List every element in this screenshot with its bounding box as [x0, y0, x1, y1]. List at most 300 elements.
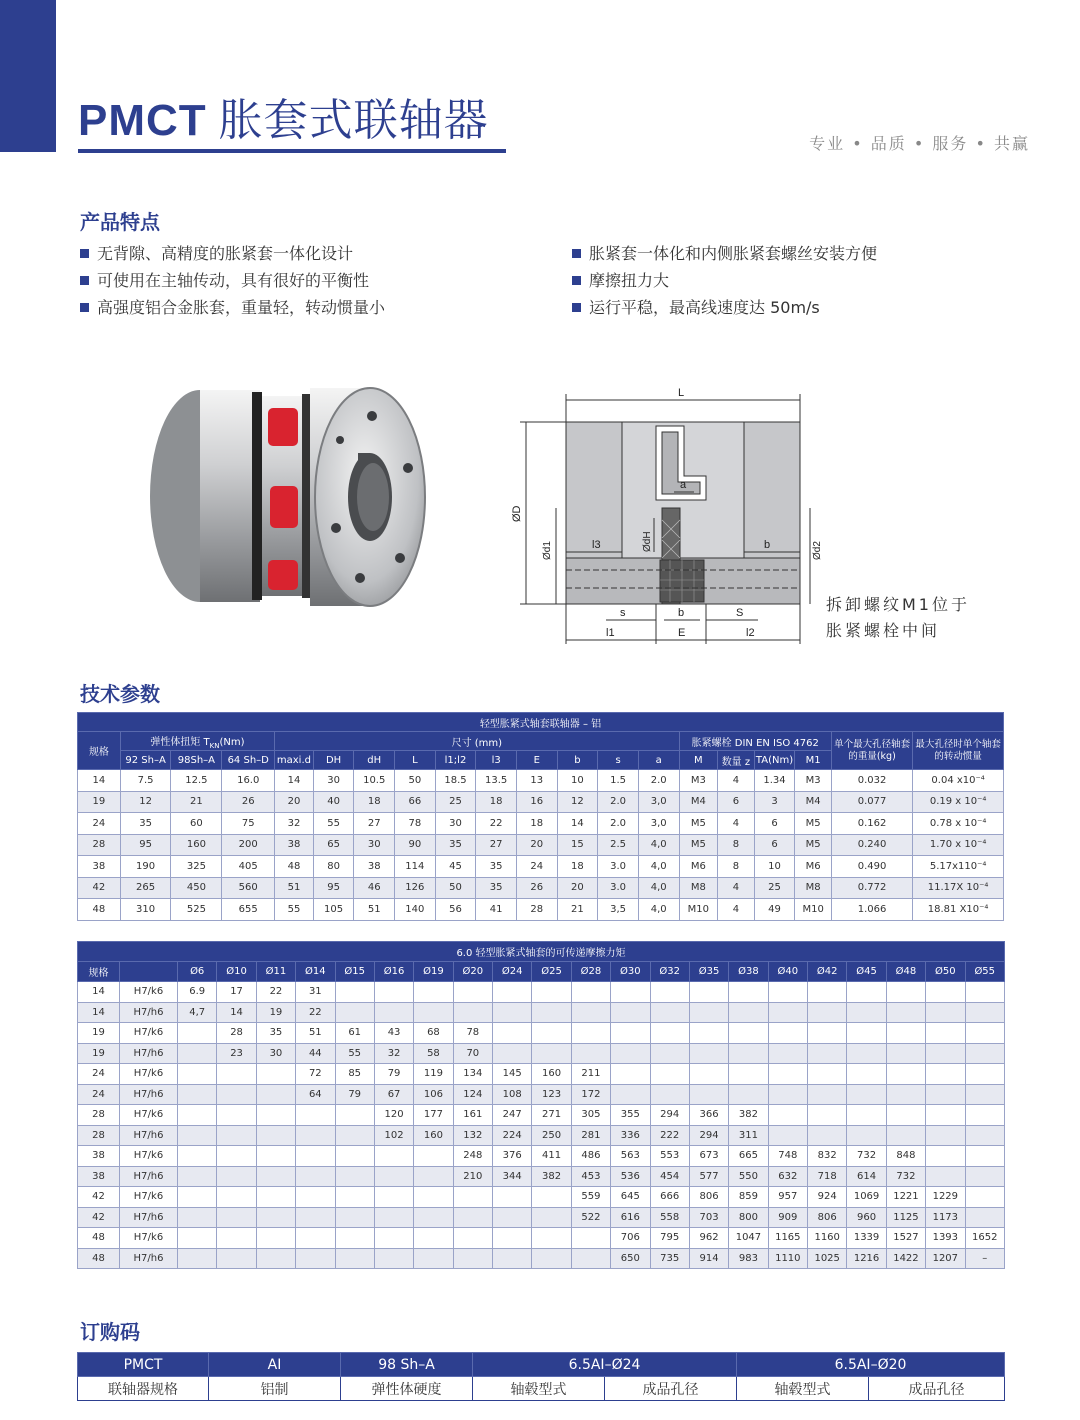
- table-cell: 558: [650, 1207, 689, 1228]
- dim-L-label: L: [678, 387, 685, 399]
- table-cell: H7/k6: [120, 1023, 178, 1044]
- speed-col-header: Ø50: [926, 962, 965, 982]
- table-cell: 78: [395, 813, 436, 835]
- table-cell: 536: [611, 1166, 650, 1187]
- corner-accent-bar: [0, 0, 56, 152]
- table-cell: 27: [354, 813, 395, 835]
- table-cell: 1160: [808, 1228, 847, 1249]
- table-cell: 800: [729, 1207, 768, 1228]
- table-cell: 614: [847, 1166, 886, 1187]
- table-cell: 4,7: [178, 1002, 217, 1023]
- table-cell: 25: [435, 791, 476, 813]
- table-cell: [886, 1002, 925, 1023]
- table-cell: 3.0: [598, 877, 639, 899]
- table-cell: 13: [516, 770, 557, 792]
- table-cell: 19: [78, 791, 121, 813]
- table-row: [78, 813, 1004, 835]
- table-cell: 35: [476, 877, 517, 899]
- speed-col-header: Ø25: [532, 962, 571, 982]
- table-cell: 40: [313, 791, 354, 813]
- table-cell: 344: [493, 1166, 532, 1187]
- table-cell: 140: [395, 899, 436, 921]
- table-cell: [178, 1146, 217, 1167]
- table-cell: [965, 1166, 1004, 1187]
- tech-col-header: E: [516, 751, 557, 770]
- table-cell: 281: [571, 1125, 610, 1146]
- slogan: 专业 • 品质 • 服务 • 共赢: [809, 134, 1030, 153]
- table-row: [78, 1125, 1005, 1146]
- table-cell: 4,0: [638, 856, 679, 878]
- features-right-list: [572, 240, 877, 321]
- table-cell: [178, 1228, 217, 1249]
- table-cell: 18.81 X10⁻⁴: [913, 899, 1004, 921]
- order-desc-hub-type-1: 轴毂型式: [473, 1377, 605, 1401]
- dim-d2-label: Ød2: [812, 541, 823, 560]
- tech-col-header: b: [557, 751, 598, 770]
- table-cell: [532, 1043, 571, 1064]
- order-code-model: PMCT: [78, 1353, 209, 1377]
- table-cell: [256, 1166, 295, 1187]
- table-cell: [689, 982, 728, 1003]
- table-cell: M3: [795, 770, 832, 792]
- table-cell: 72: [296, 1064, 335, 1085]
- dim-a-label: a: [680, 479, 687, 491]
- table-cell: [847, 1064, 886, 1085]
- table-cell: M6: [795, 856, 832, 878]
- table-cell: –: [965, 1248, 1004, 1269]
- table-cell: [217, 1187, 256, 1208]
- table-cell: M5: [795, 813, 832, 835]
- table-cell: 65: [313, 834, 354, 856]
- table-cell: H7/k6: [120, 1187, 178, 1208]
- table-cell: [414, 982, 453, 1003]
- table-row: [78, 1248, 1005, 1269]
- table-cell: 4: [718, 813, 755, 835]
- table-cell: [335, 1105, 374, 1126]
- table-cell: 30: [354, 834, 395, 856]
- table-row: [78, 791, 1004, 813]
- table-cell: 12: [120, 791, 171, 813]
- table-cell: H7/k6: [120, 982, 178, 1003]
- table-cell: 2.0: [638, 770, 679, 792]
- table-cell: [374, 1187, 413, 1208]
- table-cell: 1.70 x 10⁻⁴: [913, 834, 1004, 856]
- table-cell: [256, 1146, 295, 1167]
- table-cell: 6: [754, 834, 795, 856]
- table-cell: [453, 1207, 492, 1228]
- table-cell: [493, 1187, 532, 1208]
- table-cell: 22: [256, 982, 295, 1003]
- table-cell: 563: [611, 1146, 650, 1167]
- table-cell: 1069: [847, 1187, 886, 1208]
- table-cell: [414, 1207, 453, 1228]
- table-cell: [178, 1064, 217, 1085]
- table-cell: 35: [256, 1023, 295, 1044]
- table-cell: M8: [795, 877, 832, 899]
- tech-col-header: a: [638, 751, 679, 770]
- table-cell: 732: [886, 1166, 925, 1187]
- table-cell: 718: [808, 1166, 847, 1187]
- order-code-hardness: 98 Sh–A: [341, 1353, 473, 1377]
- table-cell: 8: [718, 856, 755, 878]
- table-cell: [414, 1187, 453, 1208]
- table-cell: 0.490: [831, 856, 912, 878]
- table-cell: [650, 1043, 689, 1064]
- table-cell: 172: [571, 1084, 610, 1105]
- table-cell: M3: [679, 770, 718, 792]
- table-cell: [689, 1002, 728, 1023]
- table-cell: [571, 1023, 610, 1044]
- table-cell: 665: [729, 1146, 768, 1167]
- table-cell: 51: [296, 1023, 335, 1044]
- table-cell: 51: [275, 877, 314, 899]
- table-cell: [611, 982, 650, 1003]
- table-cell: 132: [453, 1125, 492, 1146]
- table-cell: [217, 1105, 256, 1126]
- table-cell: 67: [374, 1084, 413, 1105]
- table-cell: 160: [414, 1125, 453, 1146]
- table-cell: 177: [414, 1105, 453, 1126]
- table-cell: 1221: [886, 1187, 925, 1208]
- feature-item: 摩擦扭力大: [572, 267, 877, 294]
- table-cell: 1165: [768, 1228, 807, 1249]
- table-cell: 30: [313, 770, 354, 792]
- table-cell: [256, 1187, 295, 1208]
- table-cell: 79: [335, 1084, 374, 1105]
- table-cell: H7/h6: [120, 1125, 178, 1146]
- table-cell: [729, 1043, 768, 1064]
- table-cell: [217, 1146, 256, 1167]
- table-cell: [374, 1166, 413, 1187]
- table-cell: 200: [222, 834, 275, 856]
- speed-col-header: Ø15: [335, 962, 374, 982]
- table-cell: 909: [768, 1207, 807, 1228]
- table-cell: 120: [374, 1105, 413, 1126]
- table-cell: 454: [650, 1166, 689, 1187]
- table-cell: [453, 982, 492, 1003]
- table-cell: [689, 1084, 728, 1105]
- table-cell: 4,0: [638, 877, 679, 899]
- table-cell: 553: [650, 1146, 689, 1167]
- table-cell: 1229: [926, 1187, 965, 1208]
- table-cell: [335, 1207, 374, 1228]
- table-cell: [453, 1187, 492, 1208]
- table-cell: [217, 1125, 256, 1146]
- col-spec: 规格: [78, 732, 121, 770]
- table-cell: 411: [532, 1146, 571, 1167]
- table-cell: 305: [571, 1105, 610, 1126]
- product-title-cn: 胀套式联轴器: [218, 95, 489, 146]
- table-cell: [453, 1228, 492, 1249]
- speed-col-header: Ø32: [650, 962, 689, 982]
- table-cell: [650, 1002, 689, 1023]
- table-cell: [335, 1166, 374, 1187]
- title-underline: [78, 149, 506, 153]
- table-cell: 222: [650, 1125, 689, 1146]
- tech-col-header: l1;l2: [435, 751, 476, 770]
- feature-item: 无背隙、高精度的胀紧套一体化设计: [80, 240, 385, 267]
- dim-s-label: s: [620, 607, 626, 619]
- table-cell: 6.9: [178, 982, 217, 1003]
- table-cell: [926, 1002, 965, 1023]
- table-cell: 48: [275, 856, 314, 878]
- table-cell: 650: [611, 1248, 650, 1269]
- table-cell: [414, 1248, 453, 1269]
- table-cell: [689, 1064, 728, 1085]
- table-cell: M8: [679, 877, 718, 899]
- table-cell: [217, 1084, 256, 1105]
- table-cell: 405: [222, 856, 275, 878]
- table-cell: 666: [650, 1187, 689, 1208]
- table-cell: 114: [395, 856, 436, 878]
- table-cell: 1207: [926, 1248, 965, 1269]
- table-cell: 14: [78, 1002, 120, 1023]
- table-cell: [256, 1064, 295, 1085]
- order-desc-model: 联轴器规格: [78, 1377, 209, 1401]
- table-cell: 1047: [729, 1228, 768, 1249]
- table-cell: 35: [476, 856, 517, 878]
- table-cell: 4: [718, 899, 755, 921]
- table-cell: 382: [532, 1166, 571, 1187]
- table-cell: 56: [435, 899, 476, 921]
- table-cell: 160: [171, 834, 222, 856]
- table-cell: 58: [414, 1043, 453, 1064]
- table-cell: 38: [78, 1146, 120, 1167]
- table-cell: 16.0: [222, 770, 275, 792]
- table-cell: 1527: [886, 1228, 925, 1249]
- table-cell: [926, 1125, 965, 1146]
- table-cell: [296, 1248, 335, 1269]
- table-cell: 19: [256, 1002, 295, 1023]
- table-cell: 18: [354, 791, 395, 813]
- table-cell: [808, 1084, 847, 1105]
- table-cell: 24: [78, 813, 121, 835]
- table-cell: [650, 982, 689, 1003]
- table-cell: [571, 1043, 610, 1064]
- table-cell: [532, 1187, 571, 1208]
- table-cell: [217, 1228, 256, 1249]
- table-cell: 78: [453, 1023, 492, 1044]
- table-cell: 126: [395, 877, 436, 899]
- table-cell: [768, 1023, 807, 1044]
- tech-col-header: DH: [313, 751, 354, 770]
- table-cell: 0.240: [831, 834, 912, 856]
- table-cell: 14: [557, 813, 598, 835]
- table-cell: 706: [611, 1228, 650, 1249]
- table-cell: 1393: [926, 1228, 965, 1249]
- table-cell: [768, 982, 807, 1003]
- table-row: [78, 1084, 1005, 1105]
- table-cell: [926, 982, 965, 1003]
- table-cell: [808, 1023, 847, 1044]
- table-cell: 3,0: [638, 813, 679, 835]
- table-cell: [414, 1228, 453, 1249]
- table-cell: [965, 1146, 1004, 1167]
- table-cell: [768, 1084, 807, 1105]
- tech-col-header: 64 Sh–D: [222, 751, 275, 770]
- table-cell: 10: [557, 770, 598, 792]
- speed-col-header: [120, 962, 178, 982]
- table-cell: 382: [729, 1105, 768, 1126]
- square-bullet-icon: [572, 249, 581, 258]
- table-cell: [374, 1146, 413, 1167]
- tech-caption: 轻型胀紧式轴套联轴器 – 铝: [78, 713, 1004, 732]
- table-cell: [886, 1023, 925, 1044]
- features-heading: 产品特点: [80, 210, 160, 234]
- table-cell: 25: [754, 877, 795, 899]
- tech-col-header: M1: [795, 751, 832, 770]
- table-cell: [689, 1043, 728, 1064]
- table-cell: 18: [476, 791, 517, 813]
- table-cell: [729, 1064, 768, 1085]
- table-cell: 80: [313, 856, 354, 878]
- col-group-bolt: 胀紧螺栓 DIN EN ISO 4762: [679, 732, 831, 751]
- table-cell: 190: [120, 856, 171, 878]
- table-cell: [571, 1248, 610, 1269]
- tech-col-header: 数量 z: [718, 751, 755, 770]
- table-cell: 10.5: [354, 770, 395, 792]
- dim-dH-label: ØdH: [642, 531, 653, 552]
- table-cell: 325: [171, 856, 222, 878]
- speed-col-header: Ø10: [217, 962, 256, 982]
- table-cell: [965, 1043, 1004, 1064]
- table-cell: [256, 1248, 295, 1269]
- disassembly-note: 拆卸螺纹M1位于 胀紧螺栓中间: [826, 595, 970, 640]
- table-cell: [926, 1166, 965, 1187]
- table-cell: 16: [516, 791, 557, 813]
- col-group-torque: 弹性体扭矩 $T_{KN}(Nm)$: [120, 732, 274, 751]
- table-cell: [768, 1105, 807, 1126]
- table-cell: [296, 1207, 335, 1228]
- table-cell: 19: [78, 1043, 120, 1064]
- table-cell: 12.5: [171, 770, 222, 792]
- table-cell: [965, 1002, 1004, 1023]
- table-cell: 450: [171, 877, 222, 899]
- table-cell: 49: [754, 899, 795, 921]
- table-cell: [493, 1207, 532, 1228]
- table-cell: 42: [78, 1207, 120, 1228]
- table-cell: [768, 1125, 807, 1146]
- table-cell: 51: [354, 899, 395, 921]
- table-cell: 924: [808, 1187, 847, 1208]
- table-cell: 957: [768, 1187, 807, 1208]
- dim-b-label: b: [678, 607, 685, 619]
- order-heading: 订购码: [80, 1320, 140, 1344]
- table-cell: 4,0: [638, 899, 679, 921]
- table-cell: [178, 1084, 217, 1105]
- table-cell: 38: [78, 1166, 120, 1187]
- table-cell: H7/h6: [120, 1002, 178, 1023]
- table-cell: 19: [78, 1023, 120, 1044]
- table-cell: [965, 1084, 1004, 1105]
- table-cell: H7/k6: [120, 1228, 178, 1249]
- table-cell: 66: [395, 791, 436, 813]
- table-cell: [217, 1207, 256, 1228]
- speed-col-header: Ø24: [493, 962, 532, 982]
- table-cell: [296, 1146, 335, 1167]
- tech-col-header: L: [395, 751, 436, 770]
- table-cell: 10: [754, 856, 795, 878]
- table-cell: M5: [679, 834, 718, 856]
- table-cell: 0.04 x10⁻⁴: [913, 770, 1004, 792]
- table-cell: [808, 1125, 847, 1146]
- speed-col-header: Ø45: [847, 962, 886, 982]
- table-cell: H7/h6: [120, 1166, 178, 1187]
- table-cell: [374, 982, 413, 1003]
- table-cell: [847, 1002, 886, 1023]
- table-cell: 161: [453, 1105, 492, 1126]
- table-cell: [926, 1064, 965, 1085]
- table-cell: 15: [557, 834, 598, 856]
- table-cell: 38: [275, 834, 314, 856]
- table-cell: [296, 1228, 335, 1249]
- table-cell: 735: [650, 1248, 689, 1269]
- table-cell: [886, 1064, 925, 1085]
- table-cell: 28: [217, 1023, 256, 1044]
- table-cell: 0.032: [831, 770, 912, 792]
- table-cell: [886, 1043, 925, 1064]
- table-cell: 3: [754, 791, 795, 813]
- table-cell: 14: [78, 770, 121, 792]
- table-cell: 703: [689, 1207, 728, 1228]
- table-cell: [768, 1043, 807, 1064]
- table-cell: 48: [78, 899, 121, 921]
- feature-item: 胀紧套一体化和内侧胀紧套螺丝安装方便: [572, 240, 877, 267]
- speed-col-header: 规格: [78, 962, 120, 982]
- speed-col-header: Ø11: [256, 962, 295, 982]
- order-code-hub1: 6.5AI–Ø24: [473, 1353, 737, 1377]
- table-cell: H7/h6: [120, 1207, 178, 1228]
- table-cell: [768, 1064, 807, 1085]
- table-cell: 7.5: [120, 770, 171, 792]
- table-cell: 145: [493, 1064, 532, 1085]
- table-cell: 0.162: [831, 813, 912, 835]
- table-cell: 550: [729, 1166, 768, 1187]
- speed-col-header: Ø14: [296, 962, 335, 982]
- table-cell: 12: [557, 791, 598, 813]
- table-cell: [965, 1064, 1004, 1085]
- square-bullet-icon: [80, 303, 89, 312]
- speed-col-header: Ø38: [729, 962, 768, 982]
- table-cell: 22: [476, 813, 517, 835]
- tech-col-header: 98Sh–A: [171, 751, 222, 770]
- table-cell: 32: [374, 1043, 413, 1064]
- table-cell: 6: [754, 813, 795, 835]
- table-cell: 13.5: [476, 770, 517, 792]
- table-cell: 20: [516, 834, 557, 856]
- table-row: [78, 1146, 1005, 1167]
- square-bullet-icon: [572, 276, 581, 285]
- table-cell: 134: [453, 1064, 492, 1085]
- table-cell: 30: [435, 813, 476, 835]
- table-cell: 11.17X 10⁻⁴: [913, 877, 1004, 899]
- table-cell: [650, 1084, 689, 1105]
- table-row: [78, 899, 1004, 921]
- dim-E-label: E: [678, 627, 686, 639]
- table-cell: 21: [557, 899, 598, 921]
- table-cell: 806: [689, 1187, 728, 1208]
- table-cell: 983: [729, 1248, 768, 1269]
- table-cell: [611, 1064, 650, 1085]
- table-cell: 248: [453, 1146, 492, 1167]
- table-cell: 50: [395, 770, 436, 792]
- table-cell: 962: [689, 1228, 728, 1249]
- table-cell: 1125: [886, 1207, 925, 1228]
- table-cell: [808, 1105, 847, 1126]
- table-cell: 4: [718, 877, 755, 899]
- tech-col-header: maxi.d: [275, 751, 314, 770]
- table-cell: 24: [78, 1064, 120, 1085]
